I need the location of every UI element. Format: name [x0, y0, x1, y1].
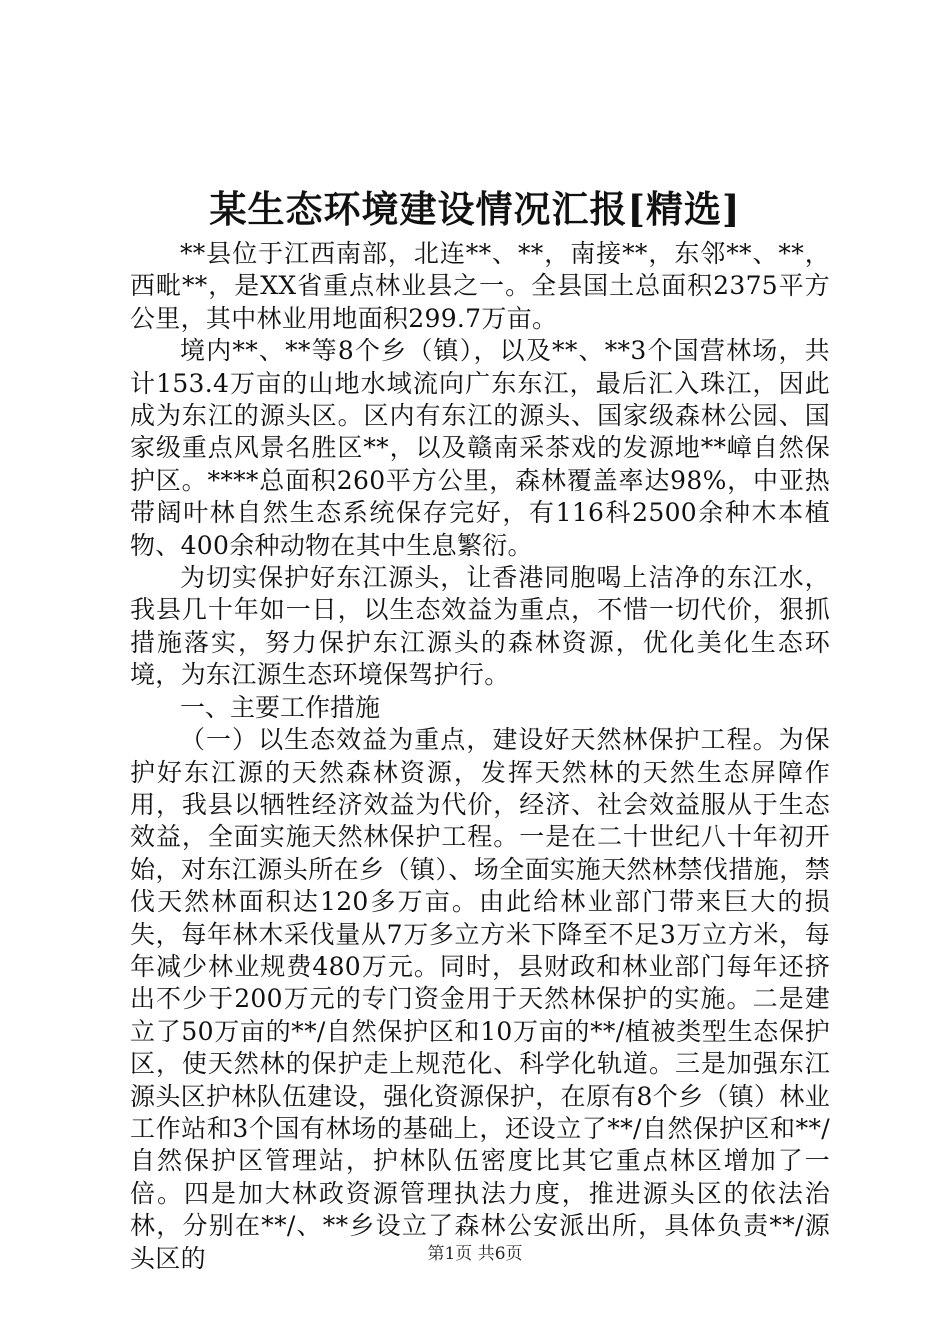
paragraph-protection-goal: 为切实保护好东江源头，让香港同胞喝上洁净的东江水，我县几十年如一日，以生态效益为重点，不惜一切代价，狠抓措施落实，努力保护东江源头的森林资源，优化美化生态环境，为东江源生态环境保驾护行。	[130, 563, 830, 690]
paragraph-source-area: 境内**、**等8个乡（镇），以及**、**3个国营林场，共计153.4万亩的山地水域流向广东东江，最后汇入珠江，因此成为东江的源头区。区内有东江的源头、国家级森林公园、国家级重点风景名胜区**，以及赣南采茶戏的发源地**嶂自然保护区。****总面积260平方公里，森林覆盖率达98%，中亚热带阔叶林自然生态系统保存完好，有116科2500余种木本植物、400余种动物在其中生息繁衍。	[130, 336, 830, 560]
document-body	[130, 238, 830, 1275]
document-title: 某生态环境建设情况汇报[精选]	[209, 187, 741, 231]
section-heading: 一、主要工作措施	[180, 692, 381, 722]
page-footer: 第1页 共6页	[427, 1244, 523, 1264]
paragraph-location: **县位于江西南部，北连**、**，南接**，东邻**、**，西毗**，是XX省重点林业县之一。全县国土总面积2375平方公里，其中林业用地面积299.7万亩。	[130, 239, 830, 333]
paragraph-natural-forest-protection: （一）以生态效益为重点，建设好天然林保护工程。为保护好东江源的天然森林资源，发挥天然林的天然生态屏障作用，我县以牺牲经济效益为代价，经济、社会效益服从于生态效益，全面实施天然林保护工程。一是在二十世纪八十年初开始，对东江源头所在乡（镇）、场全面实施天然林禁伐措施，禁伐天然林面积达120多万亩。由此给林业部门带来巨大的损失，每年林木采伐量从7万多立方米下降至不足3万立方米，每年减少林业规费480万元。同时，县财政和林业部门每年还挤出不少于200万元的专门资金用于天然林保护的实施。二是建立了50万亩的**/自然保护区和10万亩的**/植被类型生态保护区，使天然林的保护走上规范化、科学化轨道。三是加强东江源头区护林队伍建设，强化资源保护，在原有8个乡（镇）林业工作站和3个国有林场的基础上，还设立了**/自然保护区和**/自然保护区管理站，护林队伍密度比其它重点林区增加了一倍。四是加大林政资源管理执法力度，推进源头区的依法治林，分别在**/、**乡设立了森林公安派出所，具体负责**/源头区的	[130, 725, 830, 1273]
